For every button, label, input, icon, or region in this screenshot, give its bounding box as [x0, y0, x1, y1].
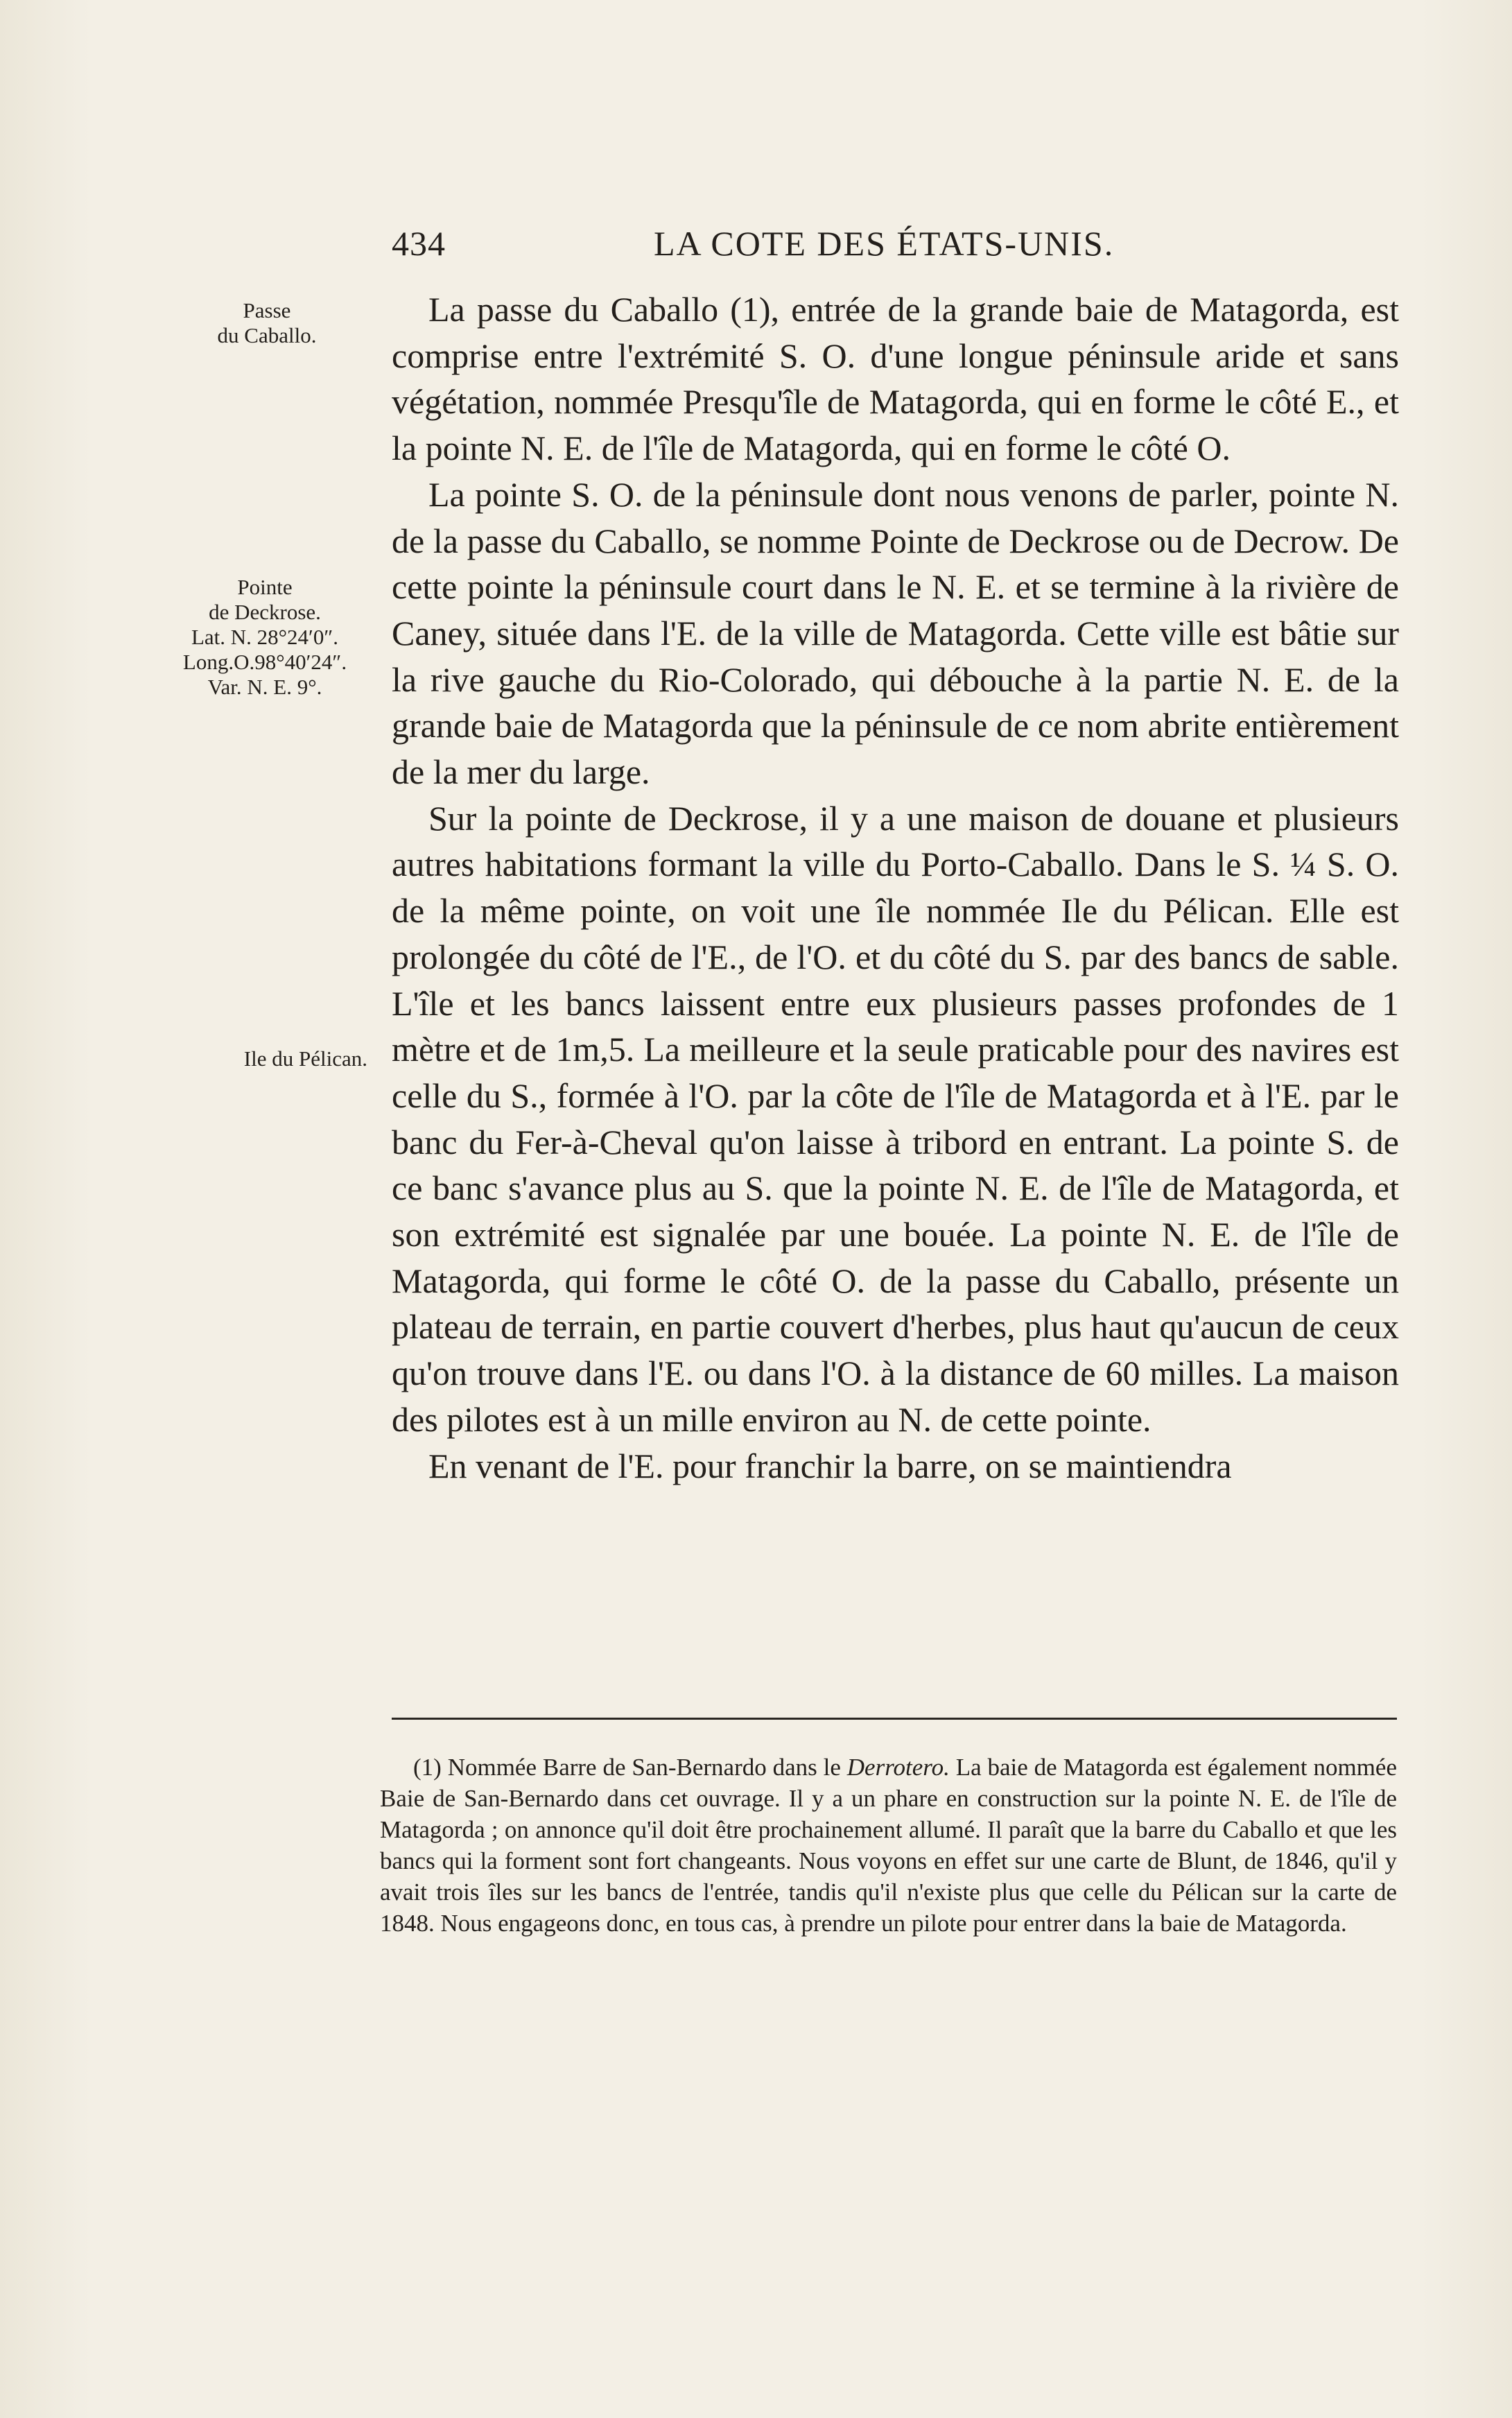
- paragraph: Sur la pointe de Deckrose, il y a une maison de douane et plusieurs autres habitations formant la ville du Porto-Caballo. Dans le S. ¼ S. O. de la même pointe, on voit une île nommée Ile du Pélican. Elle est prolongée du côté de l'E., de l'O. et du côté du S. par des bancs de sable. L'île et les bancs laissent entre eux plusieurs passes profondes de 1 mètre et de 1m,5. La meilleure et la seule praticable pour des navires est celle du S., formée à l'O. par la côte de l'île de Matagorda et à l'E. par le banc du Fer-à-Cheval qu'on laisse à tribord en entrant. La pointe S. de ce banc s'avance plus au S. que la pointe N. E. de l'île de Matagorda, et son extrémité est signalée par une bouée. La pointe N. E. de l'île de Matagorda, qui forme le côté O. de la passe du Caballo, présente un plateau de terrain, en partie couvert d'herbes, plus haut qu'aucun de ceux qu'on trouve dans l'E. ou dans l'O. à la distance de 60 milles. La maison des pilotes est à un mille environ au N. de cette pointe.: [392, 798, 1399, 1439]
- footnote-marker: (1): [413, 1754, 442, 1781]
- page-number: 434: [392, 224, 446, 263]
- footnote-divider: [392, 1718, 1397, 1720]
- footnote-italic-title: Derrotero.: [846, 1754, 950, 1781]
- paragraph: La passe du Caballo (1), entrée de la grande baie de Matagorda, est comprise entre l'extrémité S. O. d'une longue péninsule aride et sans végétation, nommée Presqu'île de Matagorda, qui en forme le côté E., et la pointe N. E. de l'île de Matagorda, qui en forme le côté O.: [392, 290, 1399, 468]
- body-text: [392, 286, 1399, 1489]
- paragraph: La pointe S. O. de la péninsule dont nous venons de parler, pointe N. de la passe du Caballo, se nomme Pointe de Deckrose ou de Decrow. De cette pointe la péninsule court dans le N. E. et se termine à la rivière de Caney, située dans l'E. de la ville de Matagorda. Cette ville est bâtie sur la rive gauche du Rio-Colorado, qui débouche à la partie N. E. de la grande baie de Matagorda que la péninsule de ce nom abrite entièrement de la mer du large.: [392, 474, 1399, 792]
- running-head: [392, 223, 1414, 272]
- footnote-text-rest: La baie de Matagorda est également nommée Baie de San-Bernardo dans cet ouvrage. Il y a un phare en construction sur la pointe N. E. de l'île de Matagorda ; on annonce qu'il doit être prochainement allumé. Il paraît que la barre du Caballo et que les bancs qui la forment sont fort changeants. Nous voyons en effet sur une carte de Blunt, de 1846, qu'il y avait trois îles sur les bancs de l'entrée, tandis qu'il n'existe plus que celle du Pélican sur la carte de 1848. Nous engageons donc, en tous cas, à prendre un pilote pour entrer dans la baie de Matagorda.: [380, 1754, 1398, 1937]
- footnote: [380, 1752, 1397, 1939]
- sidenote-ile-du-pelican: Ile du Pélican.: [243, 1046, 367, 1071]
- running-title: LA COTE DES ÉTATS-UNIS.: [654, 224, 1115, 263]
- paragraph: En venant de l'E. pour franchir la barre, on se maintiendra: [428, 1446, 1232, 1485]
- footnote-text-start: Nommée Barre de San-Bernardo dans le: [447, 1754, 841, 1781]
- sidenote-passe-du-caballo: Passe du Caballo.: [217, 298, 317, 347]
- sidenote-pointe-de-deckrose: Pointe de Deckrose. Lat. N. 28°24′0″. Long.O.98°40′24″. Var. N. E. 9°.: [182, 575, 347, 699]
